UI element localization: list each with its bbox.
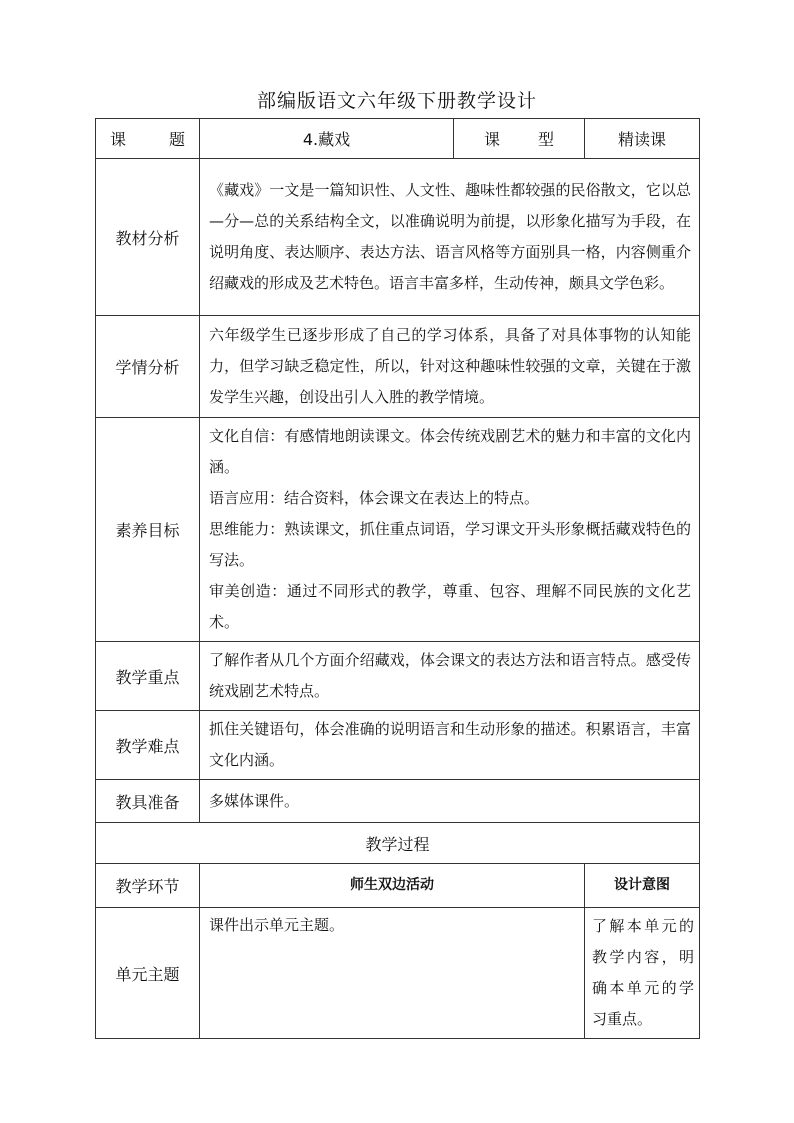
teaching-difficulty-row (96, 711, 700, 780)
topic-value: 4.藏戏 (200, 119, 454, 159)
step-stage: 单元主题 (96, 908, 200, 1039)
type-label-char-1: 课 (483, 130, 500, 149)
step-intent: 了解本单元的教学内容，明确本单元的学习重点。 (585, 908, 700, 1039)
goal-language: 语言应用：结合资料，体会课文在表达上的特点。 (209, 489, 540, 507)
material-analysis-text: 《藏戏》一文是一篇知识性、人文性、趣味性都较强的民俗散文，它以总—分—总的关系结构全文，以准确说明为前提，以形象化描写为手段，在说明角度、表达顺序、表达方法、语言风格等方面别具一格，内容侧重介绍藏戏的形成及艺术特色。语言丰富多样，生动传神，颇具文学色彩。 (200, 159, 700, 316)
step-activity: 课件出示单元主题。 (200, 908, 585, 1039)
literacy-goals-label: 素养目标 (96, 418, 200, 642)
type-label-char-2: 型 (538, 130, 555, 149)
process-step-row (96, 908, 700, 1039)
process-header-row (96, 864, 700, 908)
process-title-row (96, 823, 700, 864)
stage-column-header: 教学环节 (96, 864, 200, 908)
literacy-goals-cell (200, 418, 700, 642)
teaching-focus-label: 教学重点 (96, 642, 200, 711)
header-row (96, 119, 700, 159)
teaching-focus-text: 了解作者从几个方面介绍藏戏，体会课文的表达方法和语言特点。感受传统戏剧艺术特点。 (200, 642, 700, 711)
process-title: 教学过程 (96, 823, 700, 864)
goal-aesthetic: 审美创造：通过不同形式的教学，尊重、包容、理解不同民族的文化艺术。 (209, 582, 691, 631)
intent-column-header: 设计意图 (585, 864, 700, 908)
material-analysis-label: 教材分析 (96, 159, 200, 316)
teaching-tools-label: 教具准备 (96, 780, 200, 823)
teaching-difficulty-label: 教学难点 (96, 711, 200, 780)
lesson-plan-table (95, 118, 700, 1039)
teaching-difficulty-text: 抓住关键语句，体会准确的说明语言和生动形象的描述。积累语言，丰富文化内涵。 (200, 711, 700, 780)
teaching-tools-text: 多媒体课件。 (200, 780, 700, 823)
type-value: 精读课 (585, 119, 700, 159)
type-label-cell (454, 119, 585, 159)
document-title: 部编版语文六年级下册教学设计 (256, 90, 537, 112)
student-analysis-label: 学情分析 (96, 316, 200, 418)
topic-label-cell (96, 119, 200, 159)
student-analysis-text: 六年级学生已逐步形成了自己的学习体系，具备了对具体事物的认知能力，但学习缺乏稳定性，所以，针对这种趣味性较强的文章，关键在于激发学生兴趣，创设出引人入胜的教学情境。 (200, 316, 700, 418)
material-analysis-row (96, 159, 700, 316)
topic-label-char-2: 题 (168, 130, 185, 149)
activity-column-header: 师生双边活动 (200, 864, 585, 908)
goal-culture: 文化自信：有感情地朗读课文。体会传统戏剧艺术的魅力和丰富的文化内涵。 (209, 427, 691, 476)
student-analysis-row (96, 316, 700, 418)
literacy-goals-row (96, 418, 700, 642)
topic-label-char-1: 课 (110, 130, 127, 149)
teaching-focus-row (96, 642, 700, 711)
goal-thinking: 思维能力：熟读课文，抓住重点词语，学习课文开头形象概括藏戏特色的写法。 (209, 520, 691, 569)
teaching-tools-row (96, 780, 700, 823)
